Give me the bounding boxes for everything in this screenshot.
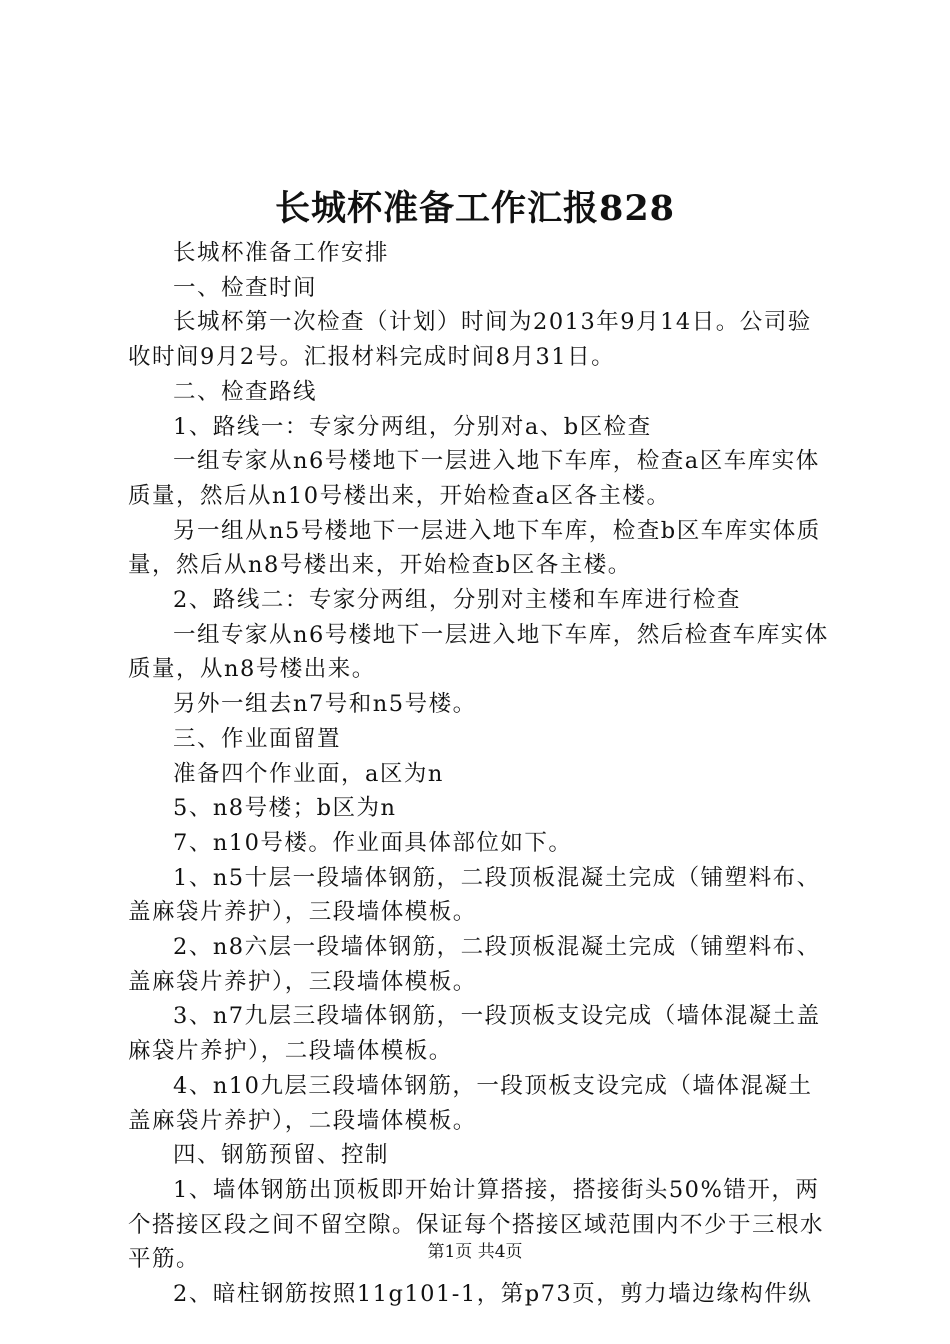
- paragraph: 一组专家从n6号楼地下一层进入地下车库，然后检查车库实体质量，从n8号楼出来。: [128, 621, 829, 683]
- paragraph: 三、作业面留置: [173, 725, 342, 752]
- paragraph: 4、n10九层三段墙体钢筋，一段顶板支设完成（墙体混凝土盖麻袋片养护），二段墙体模板。: [128, 1072, 813, 1134]
- paragraph: 5、n8号楼；b区为n: [173, 795, 397, 822]
- paragraph: 2、暗柱钢筋按照11g101-1，第p73页，剪力墙边缘构件纵: [173, 1281, 813, 1308]
- paragraph: 准备四个作业面，a区为n: [173, 760, 444, 787]
- paragraph: 长城杯第一次检查（计划）时间为2013年9月14日。公司验收时间9月2号。汇报材料完成时间8月31日。: [128, 309, 812, 371]
- paragraph: 1、墙体钢筋出顶板即开始计算搭接，搭接街头50%错开，两个搭接区段之间不留空隙。保证每个搭接区域范围内不少于三根水平筋。: [128, 1176, 825, 1273]
- paragraph: 2、n8六层一段墙体钢筋，二段顶板混凝土完成（铺塑料布、盖麻袋片养护），三段墙体模板。: [128, 934, 821, 995]
- paragraph: 另一组从n5号楼地下一层进入地下车库，检查b区车库实体质量，然后从n8号楼出来，开始检查b区各主楼。: [128, 517, 821, 579]
- page-footer: 第1页 共4页: [427, 1242, 523, 1262]
- document-title: 长城杯准备工作汇报828: [274, 188, 676, 229]
- paragraph: 一、检查时间: [173, 274, 318, 301]
- document-body: [128, 236, 830, 1312]
- paragraph: 7、n10号楼。作业面具体部位如下。: [173, 829, 573, 856]
- paragraph: 2、路线二：专家分两组，分别对主楼和车库进行检查: [173, 587, 741, 614]
- paragraph: 长城杯准备工作安排: [173, 240, 390, 266]
- paragraph: 另外一组去n7号和n5号楼。: [173, 691, 477, 718]
- paragraph: 一组专家从n6号楼地下一层进入地下车库，检查a区车库实体质量，然后从n10号楼出来，开始检查a区各主楼。: [128, 448, 820, 509]
- paragraph: 四、钢筋预留、控制: [173, 1142, 390, 1169]
- paragraph: 1、n5十层一段墙体钢筋，二段顶板混凝土完成（铺塑料布、盖麻袋片养护），三段墙体模板。: [128, 864, 821, 926]
- paragraph: 二、检查路线: [173, 378, 318, 405]
- paragraph: 3、n7九层三段墙体钢筋，一段顶板支设完成（墙体混凝土盖麻袋片养护），二段墙体模板。: [128, 1003, 821, 1065]
- paragraph: 1、路线一：专家分两组，分别对a、b区检查: [173, 413, 652, 440]
